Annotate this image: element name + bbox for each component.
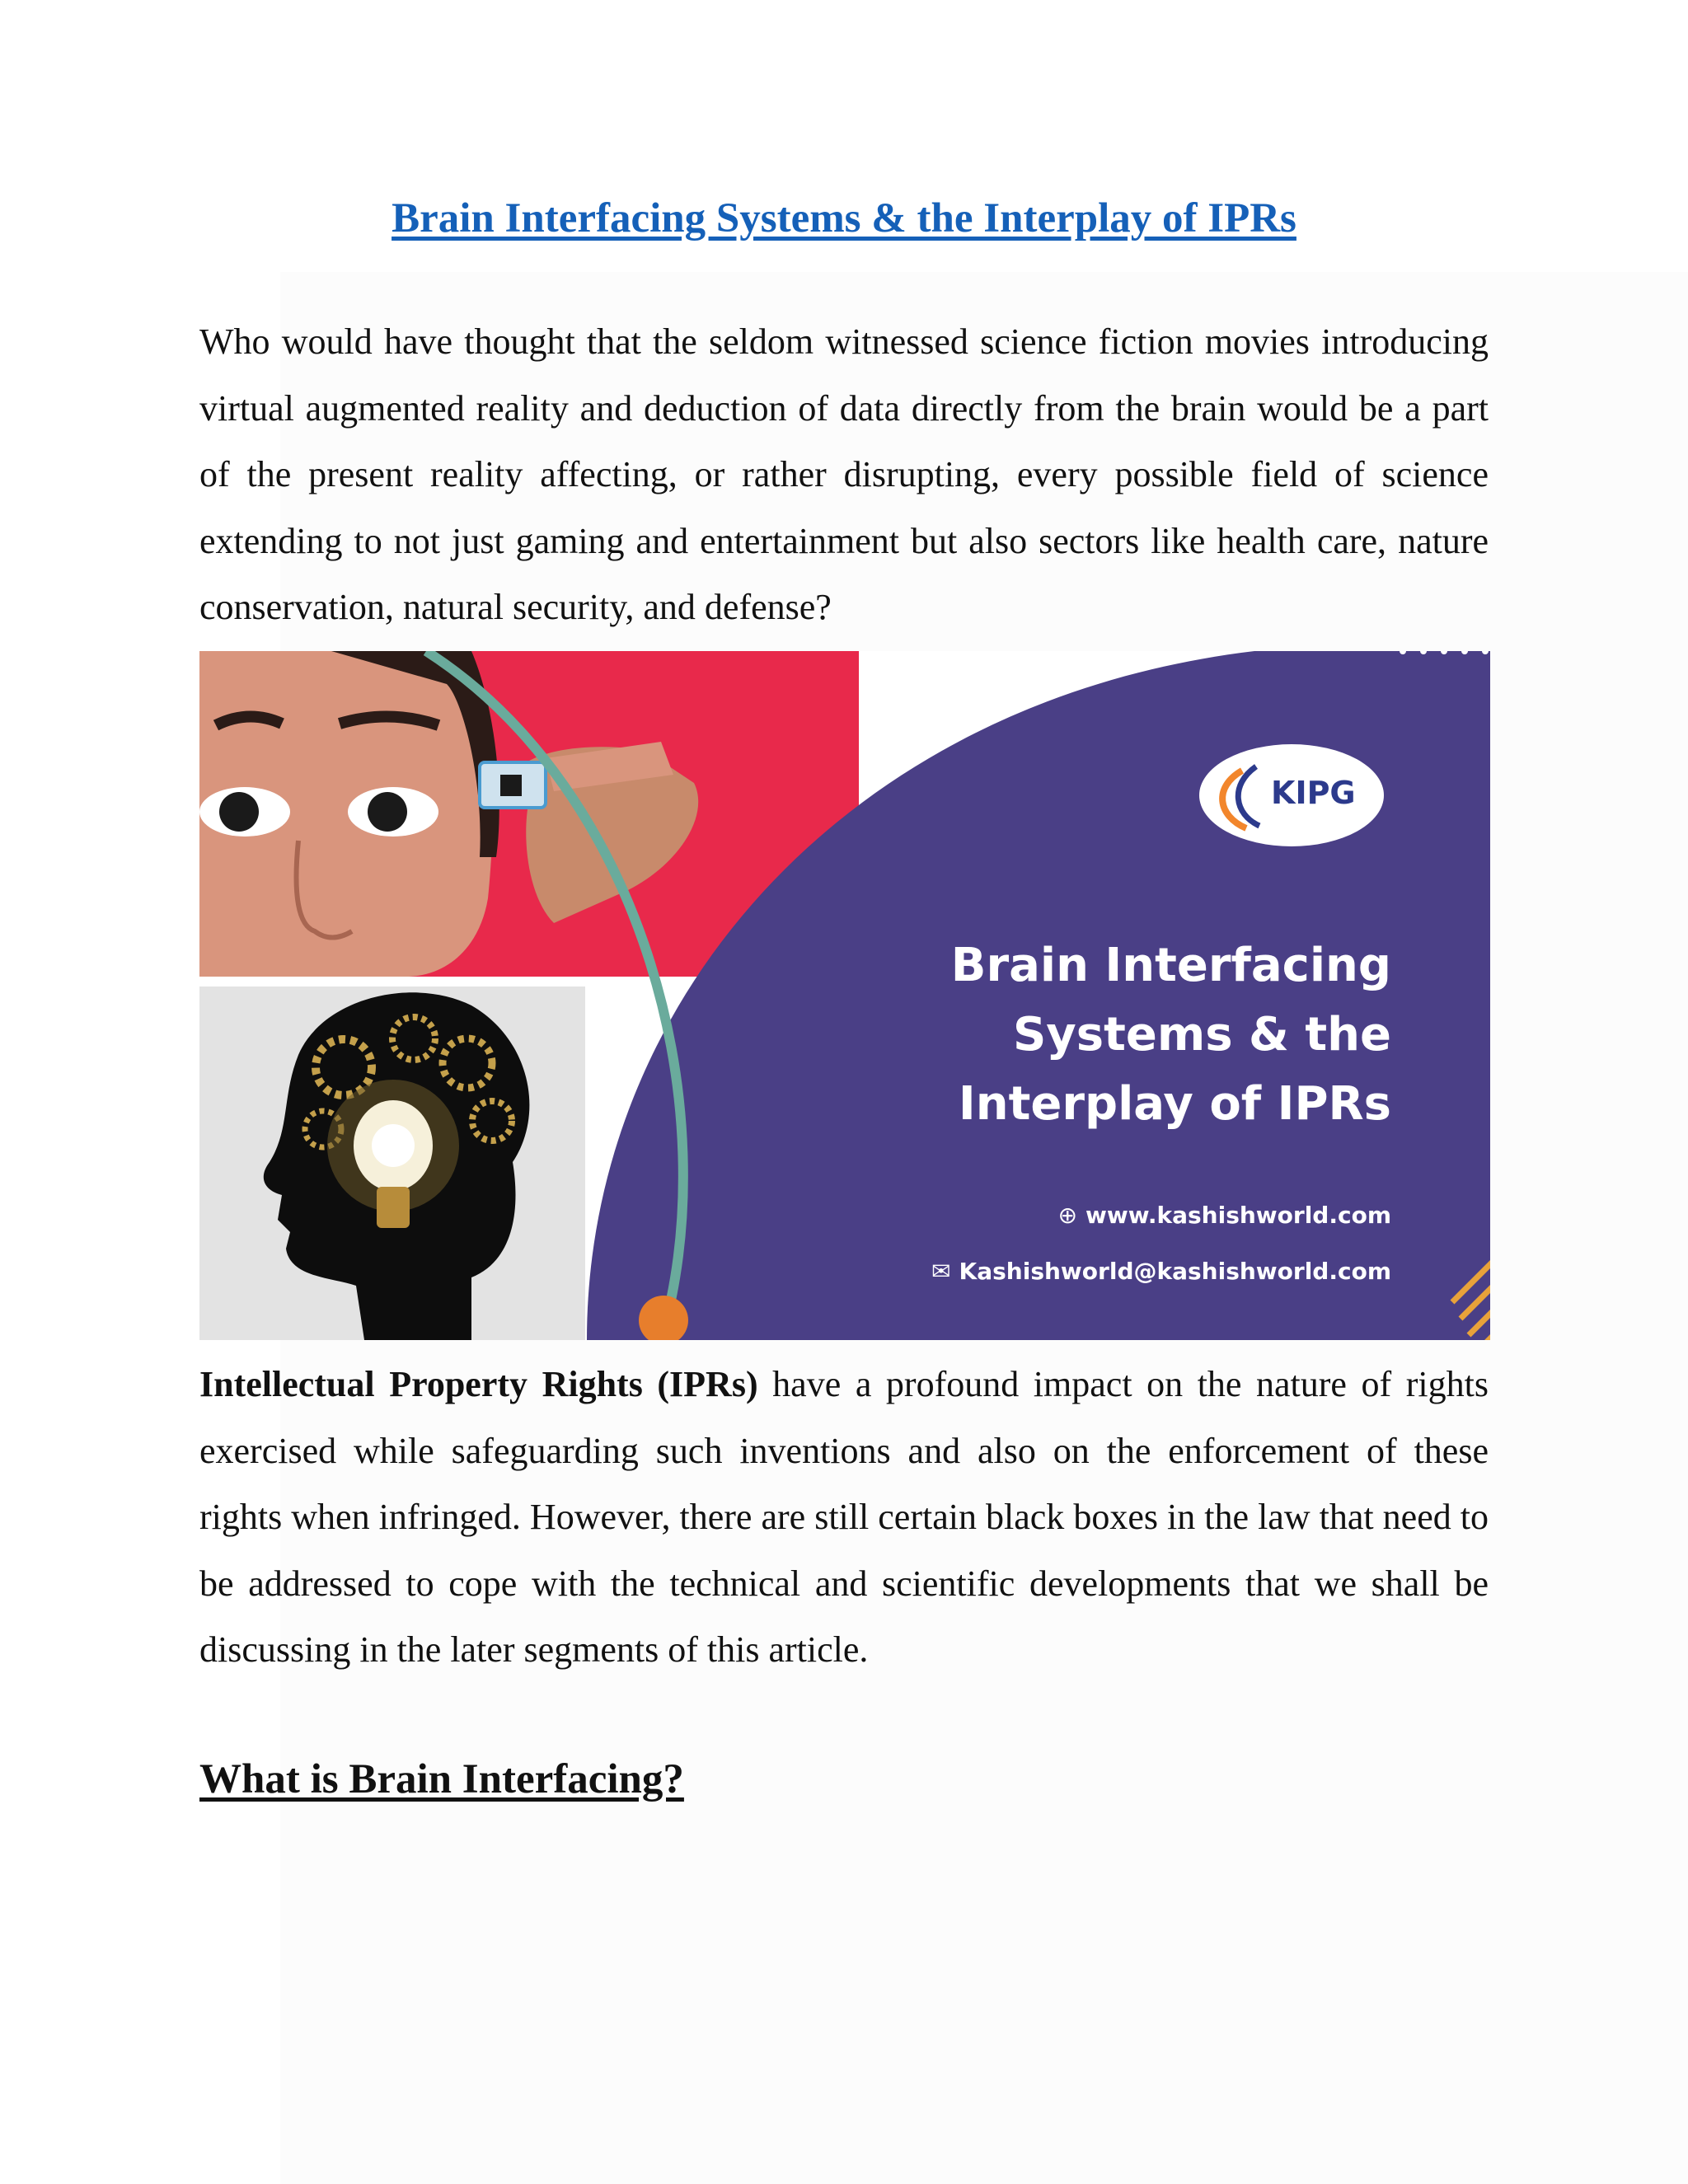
banner-email	[931, 1258, 1391, 1285]
page-title[interactable]: Brain Interfacing Systems & the Interplay of IPRs	[392, 195, 1296, 241]
article-banner-image	[199, 651, 1490, 1340]
kipg-logo-text: KIPG	[1271, 775, 1356, 811]
globe-icon: ⊕	[1057, 1202, 1078, 1229]
ipr-paragraph-text: have a profound impact on the nature of rights exercised while safeguarding such inventions and also on the enforcement of these rights when infringed. However, there are still certain black boxes in the law that need to be addressed to cope with the technical and scientific developments that we shall be discussing in the later segments of this article.	[199, 1364, 1489, 1670]
banner-title-line: Brain Interfacing	[950, 939, 1391, 992]
email-text: Kashishworld@kashishworld.com	[959, 1258, 1391, 1285]
banner-title-line: Systems & the	[1012, 1008, 1391, 1062]
ipr-paragraph	[199, 1352, 1489, 1684]
intro-paragraph: Who would have thought that the seldom witnessed science fiction movies introducing virtual augmented reality and deduction of data directly from the brain would be a part of the present reality affecting, or rather disrupting, every possible field of science extending to not just gaming and entertainment but also sectors like health care, nature conservation, natural security, and defense?	[199, 321, 1489, 627]
banner-website	[1058, 1202, 1391, 1229]
section-heading: What is Brain Interfacing?	[199, 1756, 684, 1802]
banner-title-line: Interplay of IPRs	[958, 1077, 1391, 1131]
ipr-bold-lead: Intellectual Property Rights (IPRs)	[199, 1364, 758, 1404]
banner-title	[732, 931, 1391, 1139]
mail-icon: ✉	[931, 1258, 951, 1285]
website-text: www.kashishworld.com	[1085, 1202, 1391, 1229]
